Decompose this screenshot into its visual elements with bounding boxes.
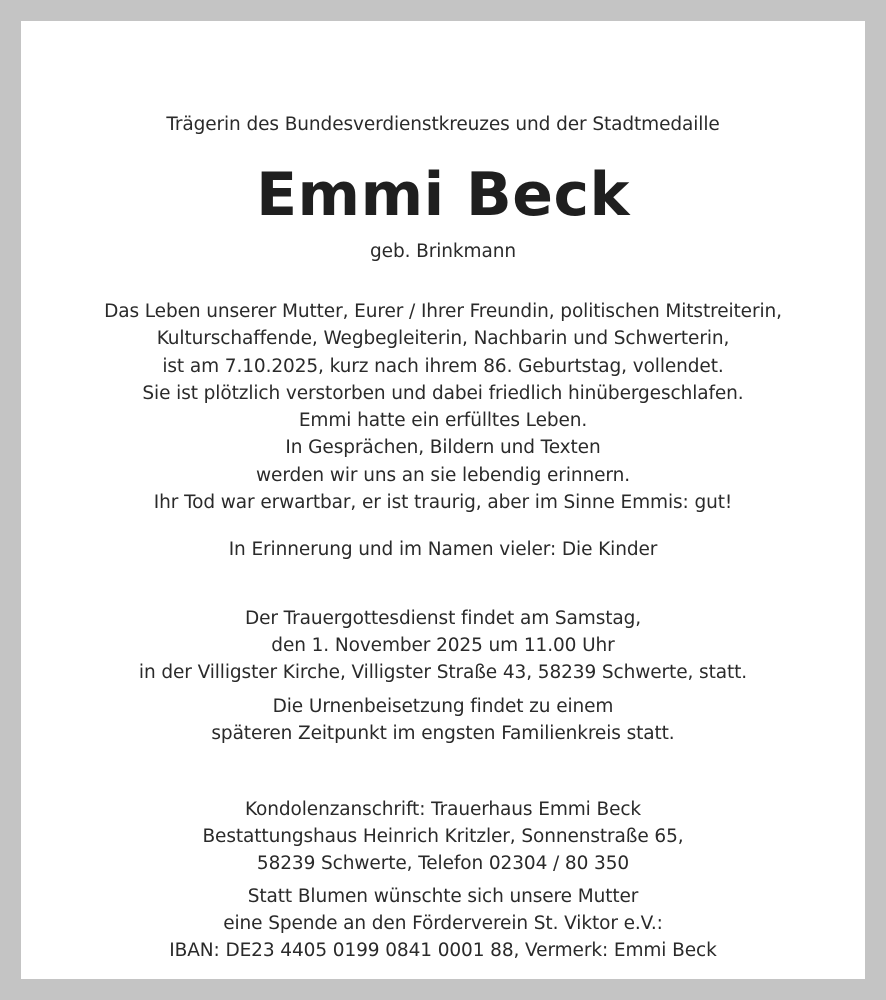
contact-line: 58239 Schwerte, Telefon 02304 / 80 350 [256,853,630,874]
obituary-card [21,21,865,979]
urn-line: späteren Zeitpunkt im engsten Familienkreis statt. [211,723,675,744]
maiden-name-text: geb. Brinkmann [370,241,516,262]
text-line: Sie ist plötzlich verstorben und dabei friedlich hinübergeschlafen. [142,382,744,404]
honor-text: Trägerin des Bundesverdienstkreuzes und der Stadtmedaille [166,114,720,135]
contact-line: Kondolenzanschrift: Trauerhaus Emmi Beck [244,799,642,820]
urn-burial-info [21,693,865,747]
honor-line [21,111,865,138]
obituary-text [21,298,865,516]
signature [21,536,865,563]
text-line: In Gesprächen, Bildern und Texten [285,437,601,459]
service-line: den 1. November 2025 um 11.00 Uhr [271,635,615,656]
text-line: Kulturschaffende, Wegbegleiterin, Nachbarin und Schwerterin, [156,328,730,350]
contact-line: Bestattungshaus Heinrich Kritzler, Sonnenstraße 65, [202,826,684,847]
text-line: Das Leben unserer Mutter, Eurer / Ihrer Freundin, politischen Mitstreiterin, [104,301,782,322]
text-line: Ihr Tod war erwartbar, er ist traurig, aber im Sinne Emmis: gut! [153,492,733,514]
donation-line: Statt Blumen wünschte sich unsere Mutter [247,886,639,907]
text-line: werden wir uns an sie lebendig erinnern. [256,464,630,486]
service-info [21,605,865,686]
obituary-frame [10,10,876,990]
maiden-name [21,238,865,265]
donation-line: IBAN: DE23 4405 0199 0841 0001 88, Vermerk: Emmi Beck [169,940,717,961]
condolence-address [21,796,865,877]
text-line: Emmi hatte ein erfülltes Leben. [298,410,588,432]
donation-info [21,883,865,964]
urn-line: Die Urnenbeisetzung findet zu einem [272,696,614,717]
signature-text: In Erinnerung und im Namen vieler: Die Kinder [228,539,658,560]
service-line: in der Villigster Kirche, Villigster Straße 43, 58239 Schwerte, statt. [138,662,748,683]
service-line: Der Trauergottesdienst findet am Samstag, [244,608,642,629]
donation-line: eine Spende an den Förderverein St. Viktor e.V.: [223,913,663,934]
text-line: ist am 7.10.2025, kurz nach ihrem 86. Geburtstag, vollendet. [162,355,724,377]
deceased-name: Emmi Beck [256,160,630,230]
